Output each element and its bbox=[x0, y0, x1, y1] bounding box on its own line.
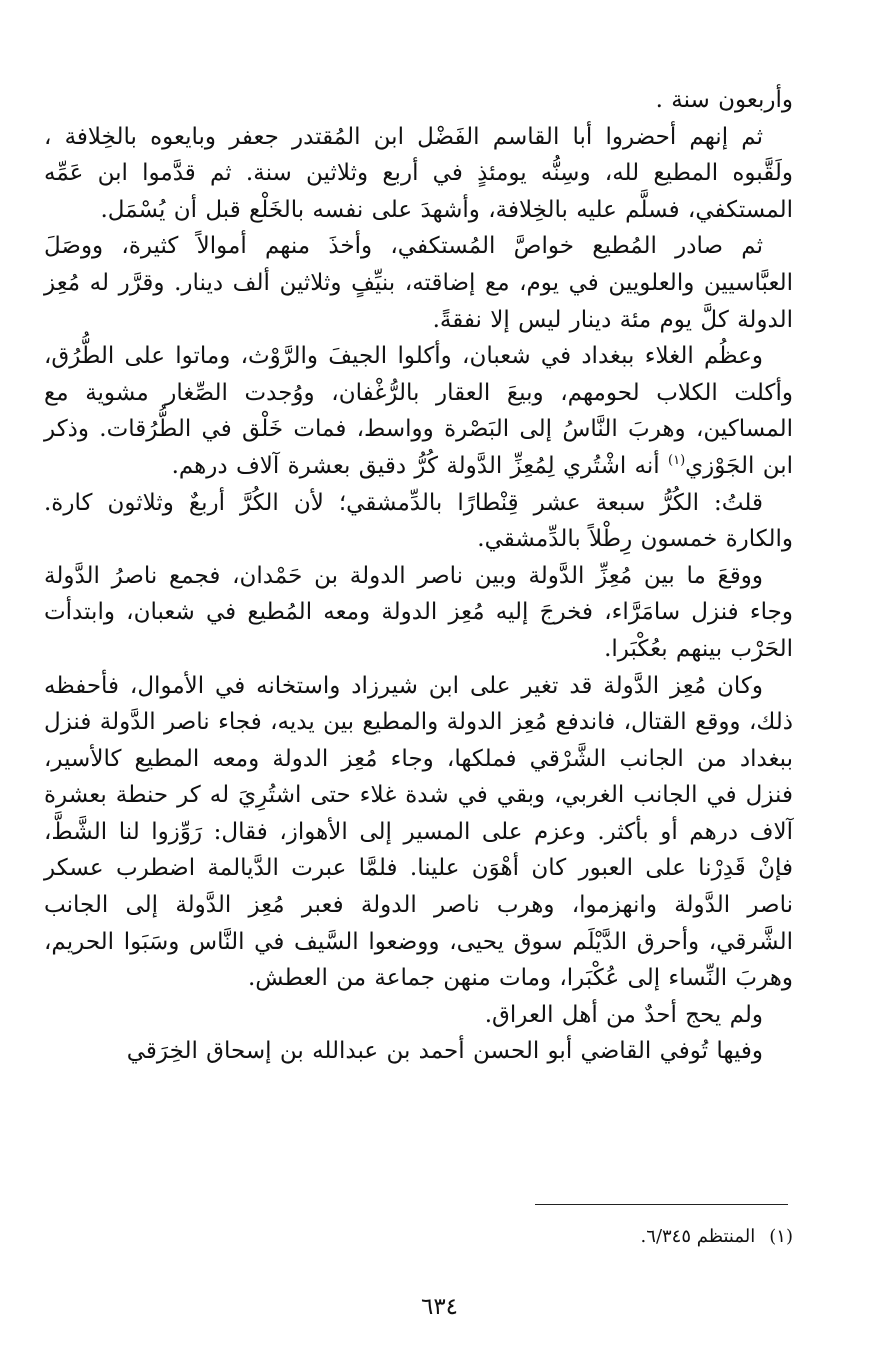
footnote-number: (١) bbox=[769, 1226, 793, 1247]
paragraph-7: وكان مُعِز الدَّولة قد تغير على ابن شيرزاد واستخانه في الأموال، فأحفظه ذلك، ووقع القتال، فاندفع مُعِز الدولة والمطيع بين يديه، فجاء ناصر الدَّولة فنزل ببغداد من الجانب الشَّرْقي فملكها، وجاء مُعِز الدولة ومعه المطيع كالأسير، فنزل في الجانب الغربي، وبقي في شدة غلاء حتى اشتُرِيَ له كر حنطة بعشرة آلاف درهم أو بأكثر. وعزم على المسير إلى الأهواز، فقال: رَوِّزوا لنا الشَّطَّ، فإنْ قَدِرْنا على العبور كان أهْوَن علينا. فلمَّا عبرت الدَّيالمة اضطرب عسكر ناصر الدَّولة وانهزموا، وهرب ناصر الدولة فعبر مُعِز الدَّولة إلى الجانب الشَّرقي، وأحرق الدَّيْلَم سوق يحيى، ووضعوا السَّيف في النَّاس وسَبَوا الحريم، وهربَ النِّساء إلى عُكْبَرا، ومات منهن جماعة من العطش. bbox=[44, 672, 793, 992]
footnote-text: المنتظم ٦/٣٤٥. bbox=[640, 1226, 756, 1247]
body-text bbox=[44, 82, 793, 1070]
paragraph-1: وأربعون سنة . bbox=[655, 87, 793, 113]
paragraph-4 bbox=[44, 338, 793, 484]
paragraph-3: ثم صادر المُطيع خواصَّ المُستكفي، وأخذَ منهم أموالاً كثيرة، ووصَلَ العبَّاسيين والعلويين في يوم، مع إضاقته، بنيِّفٍ وثلاثين ألف دينار. وقرَّر له مُعِز الدولة كلَّ يوم مئة دينار ليس إلا نفقةً. bbox=[44, 233, 793, 333]
paragraph-4-tail: أنه اشْتُري لِمُعِزِّ الدَّولة كُرُّ دقيق بعشرة آلاف درهم. bbox=[171, 452, 668, 479]
page-number: ٦٣٤ bbox=[420, 1294, 459, 1320]
paragraph-9: وفيها تُوفي القاضي أبو الحسن أحمد بن عبدالله بن إسحاق الخِرَقي bbox=[126, 1038, 763, 1065]
footnote-divider bbox=[535, 1204, 788, 1205]
footnote bbox=[641, 1224, 793, 1250]
footnote-marker[interactable]: (١) bbox=[668, 452, 686, 468]
paragraph-6: ووقعَ ما بين مُعِزِّ الدَّولة وبين ناصر الدولة بن حَمْدان، فجمع ناصرُ الدَّولة وجاء فنزل سامَرَّاء، فخرجَ إليه مُعِز الدولة ومعه المُطيع في شعبان، وابتدأت الحَرْب بينهم بعُكْبَرا. bbox=[44, 562, 793, 662]
paragraph-2: ثم إنهم أحضروا أبا القاسم الفَضْل ابن المُقتدر جعفر وبايعوه بالخِلافة ، ولَقَّبوه المطيع لله، وسِنُّه يومئذٍ في أربع وثلاثين سنة. ثم قدَّموا ابن عَمِّه المستكفي، فسلَّم عليه بالخِلافة، وأشهدَ على نفسه بالخَلْع قبل أن يُسْمَل. bbox=[44, 123, 793, 223]
paragraph-4-text: وعظُم الغلاء ببغداد في شعبان، وأكلوا الجيفَ والرَّوْث، وماتوا على الطُّرُق، وأكلت الكلاب لحومهم، وبيعَ العقار بالرُّغْفان، ووُجدت الصِّغار مشوية مع المساكين، وهربَ النَّاسُ إلى البَصْرة وواسط، فمات خَلْق في الطُّرُقات. وذكر ابن الجَوْزي bbox=[44, 343, 793, 479]
paragraph-5: قلتُ: الكُرُّ سبعة عشر قِنْطارًا بالدِّمشقي؛ لأن الكُرَّ أربعٌ وثلاثون كارة. والكارة خمسون رِطْلاً بالدِّمشقي. bbox=[44, 489, 793, 553]
paragraph-8: ولم يحج أحدٌ من أهل العراق. bbox=[484, 1001, 763, 1028]
